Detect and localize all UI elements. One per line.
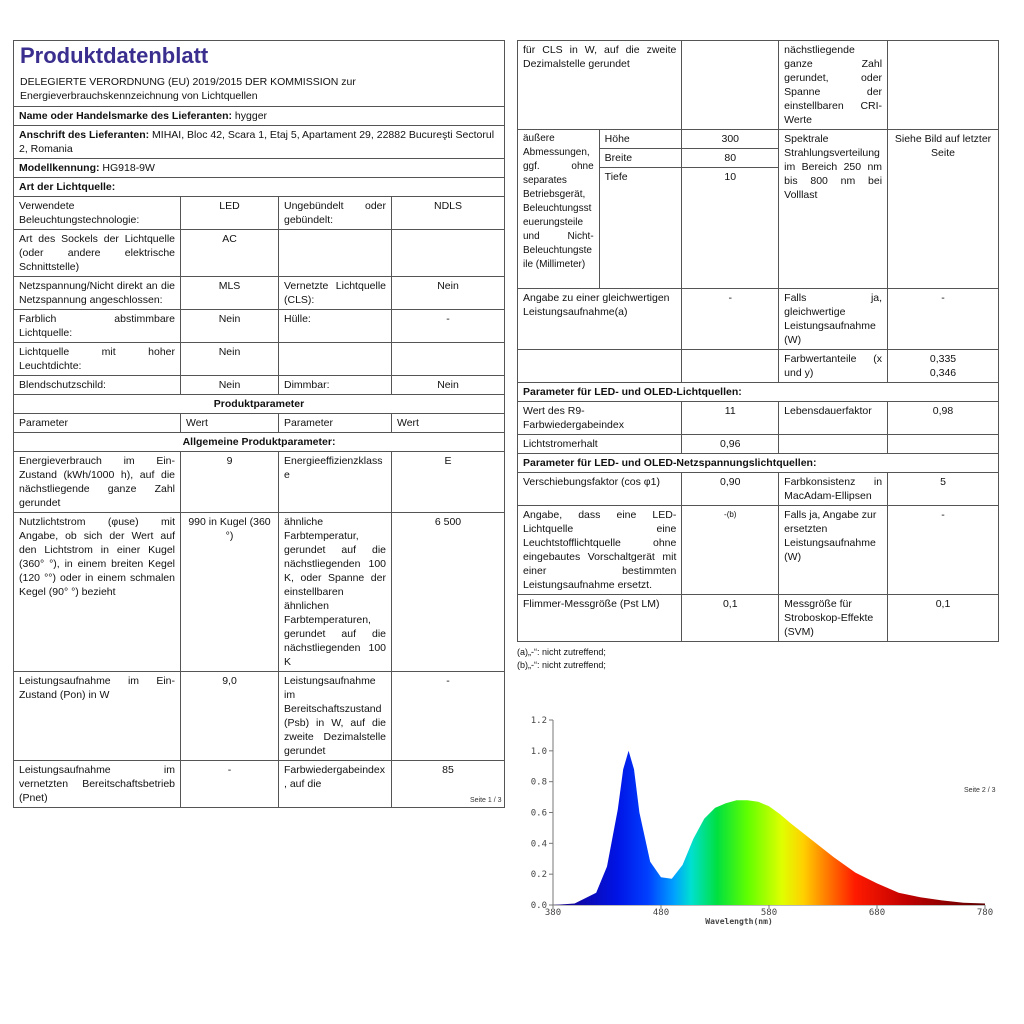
cls-power-label: für CLS in W, auf die zweite Dezimalstelle gerundet [518, 41, 682, 130]
general-v1-cell: - [181, 761, 279, 808]
page-1 [13, 40, 504, 808]
replacement-if-value: - [888, 505, 999, 594]
general-p2-cell: Farbwiedergabeindex, auf die [279, 761, 392, 808]
general-row [14, 672, 505, 761]
supplier-name: hygger [234, 110, 268, 122]
type-p2-cell: Hülle: [279, 310, 392, 343]
datasheet-table-page-2 [517, 40, 999, 642]
chroma-values [888, 349, 999, 382]
dim-name-depth: Tiefe [599, 168, 682, 288]
model-id: HG918-9W [102, 162, 155, 174]
y-tick-label: 0.0 [530, 901, 547, 911]
x-tick-label: 680 [868, 908, 886, 918]
y-tick-label: 1.0 [530, 746, 547, 757]
general-p1-cell: Leistungsaufnahme im Ein-Zustand (Pon) in W [14, 672, 181, 761]
general-row [14, 513, 505, 672]
y-tick-label: 0.2 [530, 870, 547, 881]
y-tick-label: 0.4 [530, 839, 547, 850]
type-row [14, 230, 505, 277]
r9-value: 11 [682, 401, 779, 434]
led-params-header: Parameter für LED- und OLED-Lichtquellen: [518, 382, 999, 401]
dim-value-width: 80 [682, 149, 779, 168]
lifetime-label: Lebensdauerfaktor [779, 401, 888, 434]
x-tick-label: 380 [544, 908, 562, 918]
type-p1-cell: Verwendete Beleuchtungstechnologie: [14, 197, 181, 230]
flux-maintenance-label: Lichtstromerhalt [518, 434, 682, 453]
spectral-value: Siehe Bild auf letzter Seite [888, 130, 999, 289]
type-v2-cell: - [392, 310, 505, 343]
mains-params-header: Parameter für LED- und OLED-Netzspannungslichtquellen: [518, 453, 999, 472]
spectrum-chart [513, 712, 1003, 932]
general-row [14, 452, 505, 513]
type-v1-cell: MLS [181, 277, 279, 310]
datasheet-table-page-1 [13, 40, 505, 808]
spectrum-area [553, 751, 985, 905]
general-v2-cell: 6 500 [392, 513, 505, 672]
page-2 [517, 40, 999, 672]
equiv-if-label: Falls ja, gleichwertige Leistungsaufnahme (W) [779, 288, 888, 349]
type-p2-cell [279, 343, 392, 376]
type-p1-cell: Netzspannung/Nicht direkt an die Netzspannung angeschlossen: [14, 277, 181, 310]
shift-factor-value: 0,90 [682, 472, 779, 505]
general-p1-cell: Leistungsaufnahme im vernetzten Bereitschaftsbetrieb (Pnet) [14, 761, 181, 808]
page-number-1: Seite 1 / 3 [470, 797, 502, 804]
type-row [14, 197, 505, 230]
footnote-b: (b)„-“: nicht zutreffend; [517, 659, 606, 670]
page-title: Produktdatenblatt [20, 43, 209, 68]
general-v1-cell: 990 in Kugel (360 °) [181, 513, 279, 672]
page-number-2: Seite 2 / 3 [964, 787, 996, 794]
footnote-a: (a)„-“: nicht zutreffend; [517, 646, 606, 657]
chart-marks [552, 750, 985, 905]
stroboscopic-value: 0,1 [888, 594, 999, 641]
type-v2-cell [392, 230, 505, 277]
chroma-label: Farbwertanteile (x und y) [779, 349, 888, 382]
col-header-value-2: Wert [392, 414, 505, 433]
equiv-if-value: - [888, 288, 999, 349]
type-row [14, 376, 505, 395]
y-tick-label: 1.2 [530, 716, 547, 726]
type-row [14, 310, 505, 343]
product-params-header: Produktparameter [14, 395, 505, 414]
general-p1-cell: Nutzlichtstrom (φuse) mit Angabe, ob sich der Wert auf den Lichtstrom in einer Kugel (360° °), in einem breiten Kegel (120 °°) oder in einem schmalen Kegel (90° °) bezieht [14, 513, 181, 672]
x-tick-label: 480 [652, 908, 670, 918]
general-v1-cell: 9,0 [181, 672, 279, 761]
chroma-y: 0,346 [929, 366, 957, 379]
address-label: Anschrift des Lieferanten: [19, 129, 150, 141]
general-p2-cell: Energieeffizienzklasse [279, 452, 392, 513]
type-v1-cell: LED [181, 197, 279, 230]
replacement-label: Angabe, dass eine LED-Lichtquelle eine Leuchtstofflichtquelle ohne eingebautes Vorschaltgerät mit einer bestimmten Leistungsaufnahme ersetzt. [518, 505, 682, 594]
stroboscopic-label: Messgröße für Stroboskop-Effekte (SVM) [779, 594, 888, 641]
equiv-power-label: Angabe zu einer gleichwertigen Leistungsaufnahme(a) [518, 288, 682, 349]
replacement-value: -(b) [682, 505, 779, 594]
type-header: Art der Lichtquelle: [14, 178, 505, 197]
type-p2-cell: Ungebündelt oder gebündelt: [279, 197, 392, 230]
type-v2-cell [392, 343, 505, 376]
r9-label: Wert des R9-Farbwiedergabeindex [518, 401, 682, 434]
col-header-value-1: Wert [181, 414, 279, 433]
general-p2-cell: ähnliche Farbtemperatur, gerundet auf die nächstliegenden 100 K, oder Spanne der einstellbaren ähnlichen Farbtemperaturen, gerundet auf die nächstliegenden 100 K [279, 513, 392, 672]
color-consistency-value: 5 [888, 472, 999, 505]
cri-rounding-label: nächstliegende ganze Zahl gerundet, oder Spanne der einstellbaren CRI-Werte [779, 41, 888, 130]
general-row [14, 761, 505, 808]
type-row [14, 277, 505, 310]
type-row [14, 343, 505, 376]
general-params-header: Allgemeine Produktparameter: [14, 433, 505, 452]
y-tick-label: 0.8 [530, 777, 547, 788]
general-p1-cell: Energieverbrauch im Ein-Zustand (kWh/1000 h), auf die nächstliegende ganze Zahl gerundet [14, 452, 181, 513]
general-p2-cell: Leistungsaufnahme im Bereitschaftszustand (Psb) in W, auf die zweite Dezimalstelle gerundet [279, 672, 392, 761]
flicker-value: 0,1 [682, 594, 779, 641]
x-axis-title: Wavelength(nm) [705, 917, 773, 926]
type-p1-cell: Farblich abstimmbare Lichtquelle: [14, 310, 181, 343]
shift-factor-label: Verschiebungsfaktor (cos φ1) [518, 472, 682, 505]
type-p1-cell: Lichtquelle mit hoher Leuchtdichte: [14, 343, 181, 376]
flux-maintenance-value: 0,96 [682, 434, 779, 453]
general-v2-cell: E [392, 452, 505, 513]
general-v2-cell: - [392, 672, 505, 761]
type-p2-cell: Dimmbar: [279, 376, 392, 395]
x-tick-label: 580 [760, 908, 778, 918]
type-v2-cell: NDLS [392, 197, 505, 230]
spectral-label: Spektrale Strahlungsverteilung im Bereich 250 nm bis 800 nm bei Volllast [779, 130, 888, 289]
type-p2-cell [279, 230, 392, 277]
flicker-label: Flimmer-Messgröße (Pst LM) [518, 594, 682, 641]
type-v1-cell: AC [181, 230, 279, 277]
x-tick-label: 780 [976, 908, 994, 918]
col-header-param-1: Parameter [14, 414, 181, 433]
type-v1-cell: Nein [181, 310, 279, 343]
type-p1-cell: Art des Sockels der Lichtquelle (oder andere elektrische Schnittstelle) [14, 230, 181, 277]
type-v2-cell: Nein [392, 277, 505, 310]
type-v2-cell: Nein [392, 376, 505, 395]
type-v1-cell: Nein [181, 376, 279, 395]
dim-name-height: Höhe [599, 130, 682, 149]
y-tick-label: 0.6 [530, 808, 547, 819]
type-p1-cell: Blendschutzschild: [14, 376, 181, 395]
type-p2-cell: Vernetzte Lichtquelle (CLS): [279, 277, 392, 310]
dimensions-label: äußere Abmessungen, ggf. ohne separates Betriebsgerät, Beleuchtungssteuerungsteile und Nicht-Beleuchtungsteile (Millimeter) [518, 130, 600, 289]
replacement-if-label: Falls ja, Angabe zur ersetzten Leistungsaufnahme (W) [779, 505, 888, 594]
col-header-param-2: Parameter [279, 414, 392, 433]
lifetime-value: 0,98 [888, 401, 999, 434]
general-v1-cell: 9 [181, 452, 279, 513]
dim-name-width: Breite [599, 149, 682, 168]
dim-value-depth: 10 [682, 168, 779, 288]
dim-value-height: 300 [682, 130, 779, 149]
general-v2-cell: 85 [392, 761, 505, 808]
supplier-name-label: Name oder Handelsmarke des Lieferanten: [19, 110, 232, 122]
regulation-text: DELEGIERTE VERORDNUNG (EU) 2019/2015 DER KOMMISSION zur Energieverbrauchskennzeichnung von Lichtquellen [20, 76, 356, 102]
model-label: Modellkennung: [19, 162, 100, 174]
chroma-x: 0,335 [929, 352, 957, 365]
address: MIHAI, Bloc 42, Scara 1, Etaj 5, Apartament 29, 22882 Bucureşti Sectorul 2, Romania [19, 129, 495, 155]
equiv-power-value: - [682, 288, 779, 349]
color-consistency-label: Farbkonsistenz in MacAdam-Ellipsen [779, 472, 888, 505]
type-v1-cell: Nein [181, 343, 279, 376]
